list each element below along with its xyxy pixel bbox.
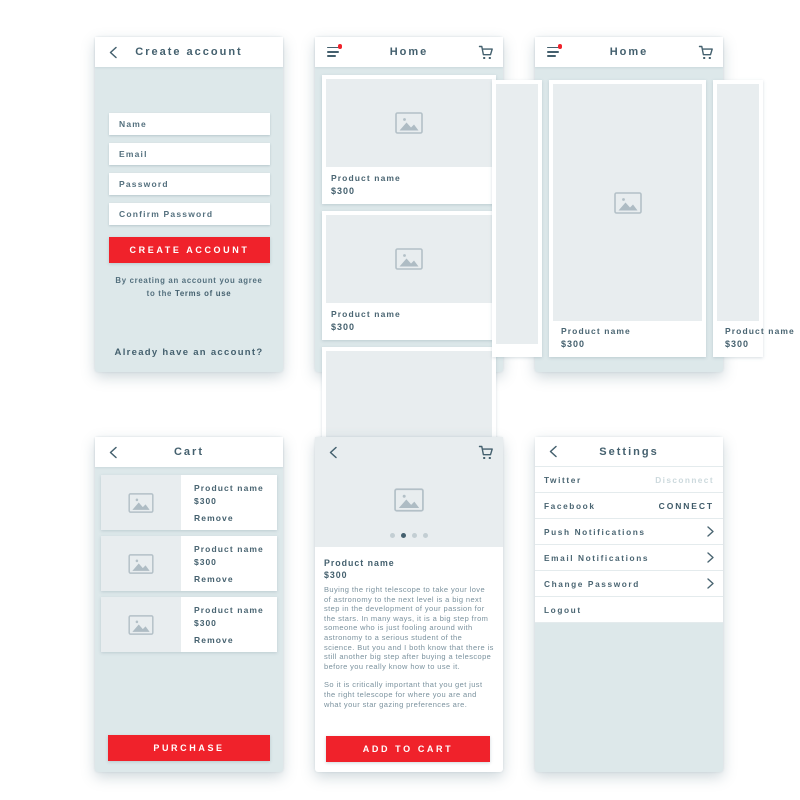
image-icon [128, 554, 154, 574]
setting-label: Logout [544, 604, 582, 615]
home-header [535, 37, 723, 67]
page-title: Cart [173, 446, 204, 458]
hamburger-icon [547, 47, 559, 58]
product-card[interactable] [322, 75, 496, 204]
product-name: Product name [194, 544, 264, 554]
image-icon [128, 615, 154, 635]
product-price: $300 [194, 618, 217, 628]
product-list [315, 67, 503, 372]
setting-label: Change Password [544, 578, 640, 589]
setting-label: Twitter [544, 474, 582, 485]
product-image-placeholder [101, 475, 181, 530]
screen-product-detail [315, 437, 503, 772]
image-icon [395, 112, 423, 134]
chevron-right-icon [707, 526, 714, 537]
remove-item-button[interactable]: Remove [194, 574, 234, 584]
cart-item-details [181, 536, 277, 591]
page-title: Settings [599, 445, 659, 458]
product-name: Product name [194, 605, 264, 615]
terms-of-use-link[interactable]: Terms of use [174, 288, 232, 298]
header-spacer [256, 443, 274, 461]
cart-button[interactable] [476, 443, 494, 461]
product-image-placeholder [553, 84, 702, 321]
product-price: $300 [561, 339, 586, 349]
carousel-dot-active[interactable] [401, 533, 406, 538]
back-button[interactable] [544, 443, 562, 461]
screen-home-list [315, 37, 503, 372]
product-description-paragraph: Buying the right telescope to take your love of astronomy to the next level is a big next step in the development of your passion for the stars. In many ways, it is a big step from someone who is just fooling around with astronomy to a serious student of the science. But you and I both know that there is still another big step after buying a telescope before you really know how to use it. [324, 585, 494, 671]
cart-item [101, 597, 277, 652]
menu-button[interactable] [324, 43, 342, 61]
product-info [326, 303, 492, 336]
carousel-track[interactable] [492, 80, 795, 357]
product-image-placeholder [326, 79, 492, 167]
settings-list [535, 467, 723, 623]
terms-text [111, 275, 267, 300]
chevron-left-icon [329, 446, 338, 459]
product-image-placeholder [496, 84, 538, 344]
product-info [496, 344, 538, 353]
product-image-placeholder [326, 215, 492, 303]
settings-row-facebook[interactable] [535, 493, 723, 519]
next-product-card[interactable] [713, 80, 795, 357]
screen-home-carousel [535, 37, 795, 372]
screen-cart [95, 437, 283, 772]
product-price: $300 [194, 496, 217, 506]
product-price: $300 [331, 322, 356, 332]
cart-item [101, 475, 277, 530]
product-gallery [315, 437, 503, 547]
create-account-button[interactable]: CREATE ACCOUNT [109, 237, 270, 263]
product-card-partial[interactable] [322, 347, 496, 443]
carousel-dots [315, 533, 503, 538]
name-field[interactable] [109, 113, 270, 135]
remove-item-button[interactable]: Remove [194, 635, 234, 645]
cart-item-list [95, 467, 283, 652]
image-icon [614, 192, 642, 214]
product-card[interactable] [322, 211, 496, 340]
page-title: Create account [135, 46, 243, 58]
cart-button[interactable] [476, 43, 494, 61]
product-image-placeholder [101, 536, 181, 591]
setting-label: Push Notifications [544, 526, 646, 537]
settings-row-email-notifications[interactable] [535, 545, 723, 571]
chevron-left-icon [109, 46, 118, 59]
carousel-dot[interactable] [390, 533, 395, 538]
product-description-paragraph: So it is critically important that you get just the right telescope for where you are and what your star gazing preferences are. [324, 680, 483, 709]
disconnect-action[interactable]: Disconnect [655, 474, 714, 485]
product-price: $300 [324, 570, 348, 580]
product-info [553, 321, 702, 353]
menu-button[interactable] [544, 43, 562, 61]
cart-icon [698, 45, 713, 60]
screen-settings [535, 437, 723, 772]
settings-row-push-notifications[interactable] [535, 519, 723, 545]
setting-label: Facebook [544, 500, 596, 511]
connect-action[interactable]: CONNECT [658, 500, 714, 511]
chevron-left-icon [549, 445, 558, 458]
back-button[interactable] [104, 43, 122, 61]
image-icon [128, 493, 154, 513]
back-button[interactable] [104, 443, 122, 461]
settings-row-change-password[interactable] [535, 571, 723, 597]
product-name: Product name [194, 483, 264, 493]
setting-label: Email Notifications [544, 552, 650, 563]
product-name: Product name [725, 326, 795, 336]
product-image-placeholder [315, 467, 503, 533]
already-have-account-link[interactable]: Already have an account? [114, 347, 264, 358]
back-button[interactable] [324, 443, 342, 461]
detail-header [315, 437, 503, 467]
confirm-password-field[interactable] [109, 203, 270, 225]
product-price: $300 [725, 339, 750, 349]
home-header [315, 37, 503, 67]
cart-icon [478, 445, 493, 460]
product-price: $300 [331, 186, 356, 196]
password-field[interactable] [109, 173, 270, 195]
cart-item-details [181, 597, 277, 652]
product-detail-body [315, 547, 503, 709]
cart-button[interactable] [696, 43, 714, 61]
settings-header [535, 437, 723, 467]
chevron-right-icon [707, 552, 714, 563]
create-account-header [95, 37, 283, 67]
cart-item [101, 536, 277, 591]
terms-prefix: By creating an account you agree to the [115, 276, 263, 298]
product-image-placeholder [717, 84, 759, 321]
cart-header [95, 437, 283, 467]
carousel-area [535, 67, 795, 372]
purchase-button[interactable]: PURCHASE [108, 735, 270, 761]
product-info [717, 321, 795, 353]
email-field[interactable] [109, 143, 270, 165]
product-name: Product name [324, 558, 395, 568]
product-name: Product name [561, 326, 631, 336]
notification-dot [338, 44, 343, 49]
notification-dot [558, 44, 563, 49]
carousel-dot[interactable] [412, 533, 417, 538]
previous-product-card[interactable] [492, 80, 542, 357]
image-icon [395, 248, 423, 270]
carousel-dot[interactable] [423, 533, 428, 538]
featured-product-card[interactable] [549, 80, 706, 357]
product-name: Product name [331, 173, 401, 183]
remove-item-button[interactable]: Remove [194, 513, 234, 523]
settings-row-logout[interactable] [535, 597, 723, 623]
page-title: Home [609, 46, 649, 58]
product-image-placeholder [326, 351, 492, 439]
settings-row-twitter[interactable] [535, 467, 723, 493]
product-name: Product name [331, 309, 401, 319]
image-icon [394, 488, 424, 512]
header-spacer [696, 443, 714, 461]
page-title: Home [389, 46, 429, 58]
product-info [326, 167, 492, 200]
cart-item-details [181, 475, 277, 530]
product-image-placeholder [101, 597, 181, 652]
chevron-left-icon [109, 446, 118, 459]
screen-create-account [95, 37, 283, 372]
product-price: $300 [194, 557, 217, 567]
cart-icon [478, 45, 493, 60]
hamburger-icon [327, 47, 339, 58]
chevron-right-icon [707, 578, 714, 589]
signup-form [109, 113, 270, 225]
add-to-cart-button[interactable]: ADD TO CART [326, 736, 490, 762]
header-spacer [256, 43, 274, 61]
